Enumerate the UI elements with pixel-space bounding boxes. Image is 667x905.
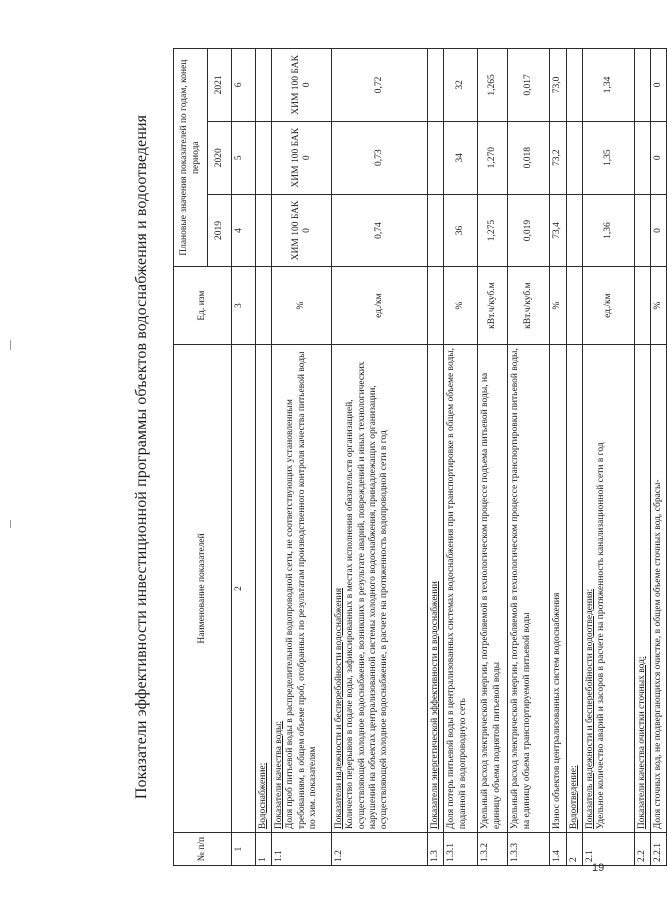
table-row (582, 49, 634, 866)
indicators-table (173, 48, 667, 866)
row-num: 2.2.1 (651, 833, 667, 866)
row-num: 1.3.2 (478, 833, 508, 866)
row-num: 1.3.3 (508, 833, 550, 866)
row-name: Количество перерывов в подаче воды, зафиксированных в местах исполнения обязательств организацией, осуществляющей холодное водоснабжение, возникших в результате аварий, повреждений и иных технологических нарушений на объектах централизованной системы холодного водоснабжения, принадлежащих организации, осуществляющей холодное водоснабжение, в расчете на протяженность водопроводной сети в год (345, 361, 390, 830)
row-value-2021 (566, 49, 582, 122)
row-value-2019 (256, 194, 272, 267)
row-value-2020: 0,018 (508, 121, 550, 194)
row-unit (566, 267, 582, 344)
index-cell: 1 (232, 833, 256, 866)
row-value-2021: ХИМ 100 БАК 0 (272, 49, 332, 122)
header-unit: Ед. изм (174, 267, 232, 344)
row-value-2019: 0,74 (332, 194, 428, 267)
row-unit: ед./км (332, 267, 428, 344)
row-name: Износ объектов централизованных систем водоснабжения (550, 344, 566, 832)
row-num: 1.3 (428, 833, 444, 866)
row-num: 1.2 (332, 833, 428, 866)
row-value-2021: 0,017 (508, 49, 550, 122)
row-value-2019: 1,36 (582, 194, 634, 267)
row-name: Удельный расход электрической энергии, потребляемой в технологическом процессе транспортировки питьевой воды, на единицу объема транспортируемой питьевой воды (508, 344, 550, 832)
index-cell: 6 (232, 49, 256, 122)
row-name: Доля проб питьевой воды в распределительной водопроводной сети, не соответствующих установленным требованиям, в общем объеме проб, отобранных по результатам производственного контроля качества питьевой воды по хим. показателям (285, 351, 318, 830)
row-unit: кВт.ч/куб.м (478, 267, 508, 344)
header-name: Наименование показателей (174, 344, 232, 832)
header-row (174, 49, 208, 866)
row-value-2019: 0,019 (508, 194, 550, 267)
row-unit (256, 267, 272, 344)
row-value-2020: 0,73 (332, 121, 428, 194)
row-num: 2.1 (582, 833, 634, 866)
row-name: Показатели энергетической эффективности в водоснабжении (428, 344, 444, 832)
rotated-document-sheet (133, 48, 664, 866)
index-cell: 2 (232, 344, 256, 832)
row-value-2021: 1,34 (582, 49, 634, 122)
header-year-2020: 2020 (208, 121, 232, 194)
row-value-2020: 0 (651, 121, 667, 194)
table-row (550, 49, 566, 866)
row-value-2021: 1,265 (478, 49, 508, 122)
row-value-2019: 36 (444, 194, 478, 267)
row-num: 1 (256, 833, 272, 866)
row-num: 1.3.1 (444, 833, 478, 866)
row-value-2020: 73,2 (550, 121, 566, 194)
row-value-2020 (566, 121, 582, 194)
row-unit (428, 267, 444, 344)
row-unit: % (550, 267, 566, 344)
row-unit: % (272, 267, 332, 344)
row-name: Удельный расход электрической энергии, потребляемой в технологическом процессе подъема питьевой воды, на единицу объема поднятой питьевой воды (478, 344, 508, 832)
row-value-2020: ХИМ 100 БАК 0 (272, 121, 332, 194)
row-value-2019 (634, 194, 650, 267)
page-number: 19 (592, 862, 605, 874)
row-title: Показатель надежности и бесперебойности водоотведения: (584, 588, 595, 830)
table-row (256, 49, 272, 866)
row-title: Показатели надежности и бесперебойности водоснабжения (334, 588, 345, 830)
table-row (428, 49, 444, 866)
table-row (444, 49, 478, 866)
table-row (508, 49, 550, 866)
index-cell: 3 (232, 267, 256, 344)
scan-edge-mark (10, 520, 11, 528)
row-unit: кВт.ч/куб.м (508, 267, 550, 344)
row-value-2019 (428, 194, 444, 267)
row-value-2020: 1,35 (582, 121, 634, 194)
row-name-cell (332, 344, 428, 832)
row-value-2019: 0 (651, 194, 667, 267)
header-num: № п/п (174, 833, 232, 866)
row-unit (634, 267, 650, 344)
row-name: Доля потерь питьевой воды в централизованных системах водоснабжения при транспортировке в общем объеме воды, поданной в водопроводную сеть (444, 344, 478, 832)
row-name-cell (582, 344, 634, 832)
table-row (651, 49, 667, 866)
row-num: 2 (566, 833, 582, 866)
header-year-2019: 2019 (208, 194, 232, 267)
row-value-2019 (566, 194, 582, 267)
row-num: 1.1 (272, 833, 332, 866)
row-num: 2.2 (634, 833, 650, 866)
row-value-2021: 0 (651, 49, 667, 122)
row-name: Показатели качества очистки сточных вод: (634, 344, 650, 832)
row-value-2021 (256, 49, 272, 122)
row-unit: ед./км (582, 267, 634, 344)
row-unit: % (651, 267, 667, 344)
header-year-2021: 2021 (208, 49, 232, 122)
row-name: Водоотведение: (566, 344, 582, 832)
row-value-2021 (428, 49, 444, 122)
row-name: Доля сточных вод, не подвергающихся очистке, в общем объеме сточных вод, сбрасы- (651, 344, 667, 832)
row-name: Водоснабжение: (256, 344, 272, 832)
row-value-2020 (428, 121, 444, 194)
row-value-2021: 0,72 (332, 49, 428, 122)
index-row (232, 49, 256, 866)
row-value-2019: ХИМ 100 БАК 0 (272, 194, 332, 267)
index-cell: 5 (232, 121, 256, 194)
row-value-2021 (634, 49, 650, 122)
row-value-2020: 34 (444, 121, 478, 194)
table-row (332, 49, 428, 866)
table-row (634, 49, 650, 866)
row-num: 1.4 (550, 833, 566, 866)
row-title: Показатели качества воды: (274, 720, 285, 830)
row-value-2020 (256, 121, 272, 194)
row-value-2019: 1,275 (478, 194, 508, 267)
row-value-2020: 1,270 (478, 121, 508, 194)
row-value-2019: 73,4 (550, 194, 566, 267)
scan-edge-mark (10, 340, 11, 350)
document-title: Показатели эффективности инвестиционной программы объектов водоснабжения и водоотведения (133, 114, 150, 800)
table-row (272, 49, 332, 866)
row-unit: % (444, 267, 478, 344)
index-cell: 4 (232, 194, 256, 267)
header-planned: Плановые значения показателей по годам, конец периода (174, 49, 208, 267)
row-value-2020 (634, 121, 650, 194)
row-name-cell (272, 344, 332, 832)
row-value-2021: 32 (444, 49, 478, 122)
row-value-2021: 73,0 (550, 49, 566, 122)
table-row (566, 49, 582, 866)
row-name: Удельное количество аварий и засоров в расчете на протяженность канализационной сети в год (596, 442, 607, 830)
table-row (478, 49, 508, 866)
